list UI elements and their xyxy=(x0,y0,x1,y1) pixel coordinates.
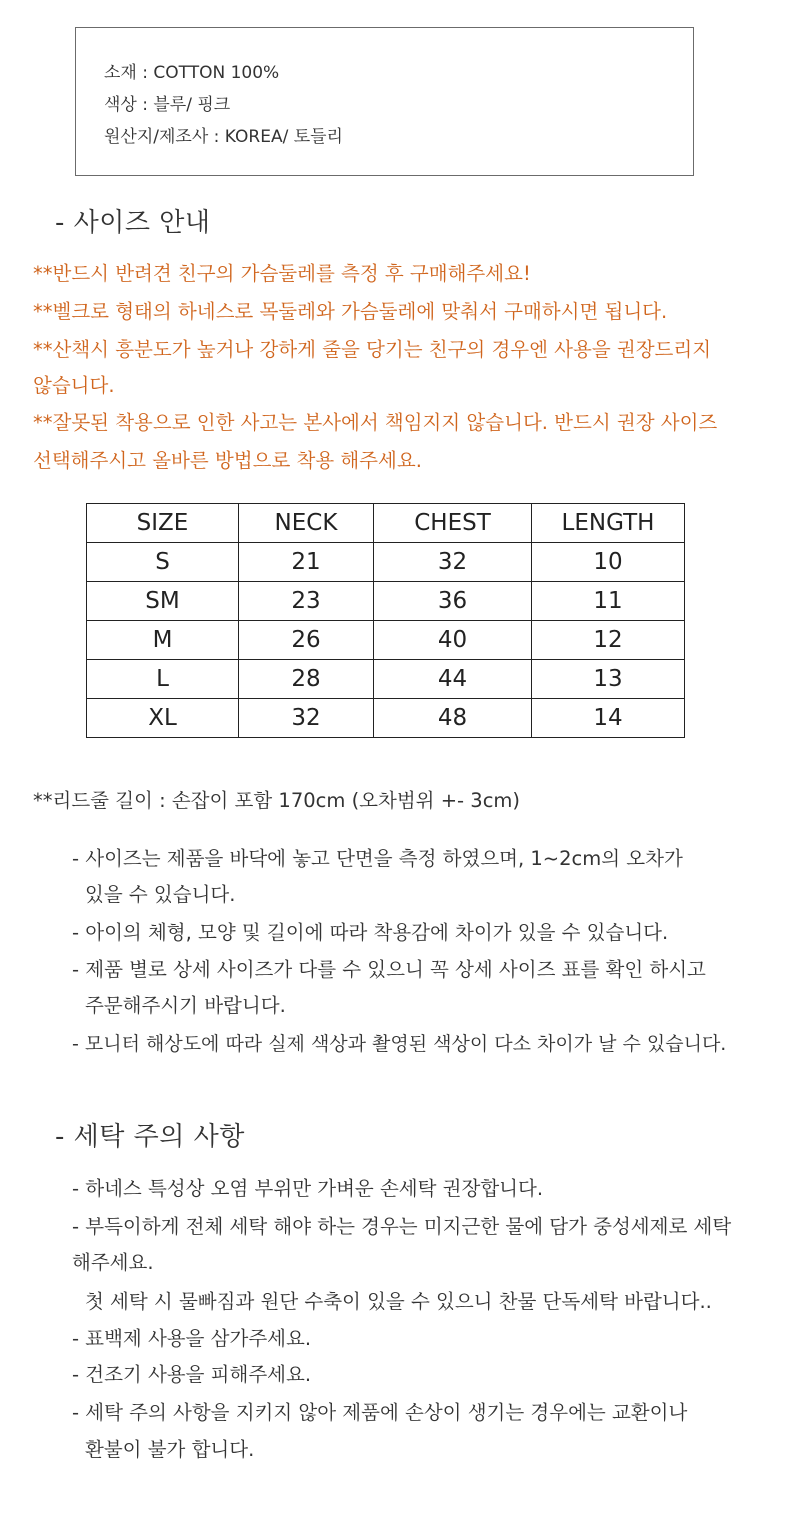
chest-cell: 44 xyxy=(374,660,532,699)
neck-cell: 28 xyxy=(239,660,374,699)
warning-line: **벨크로 형태의 하네스로 목둘레와 가슴둘레에 맞춰서 구매하시면 됩니다. xyxy=(33,300,668,323)
size-note: - 제품 별로 상세 사이즈가 다를 수 있으니 꼭 상세 사이즈 표를 확인 하시고 xyxy=(72,958,706,981)
size-cell: L xyxy=(87,660,239,699)
size-note: - 사이즈는 제품을 바닥에 놓고 단면을 측정 하였으며, 1~2cm의 오차가 xyxy=(72,847,683,870)
size-header: SIZE xyxy=(87,504,239,543)
neck-cell: 26 xyxy=(239,621,374,660)
size-note: 주문해주시기 바랍니다. xyxy=(85,994,286,1017)
warning-line: **반드시 반려견 친구의 가슴둘레를 측정 후 구매해주세요! xyxy=(33,262,531,285)
washing-note: - 건조기 사용을 피해주세요. xyxy=(72,1363,312,1386)
size-cell: S xyxy=(87,543,239,582)
length-cell: 13 xyxy=(532,660,685,699)
size-cell: SM xyxy=(87,582,239,621)
size-guide-heading: - 사이즈 안내 xyxy=(55,208,211,238)
table-row xyxy=(87,621,685,660)
washing-note: 첫 세탁 시 물빠짐과 원단 수축이 있을 수 있으니 찬물 단독세탁 바랍니다.. xyxy=(85,1290,712,1313)
chest-cell: 40 xyxy=(374,621,532,660)
size-cell: XL xyxy=(87,699,239,738)
washing-heading: - 세탁 주의 사항 xyxy=(55,1122,245,1152)
chest-cell: 48 xyxy=(374,699,532,738)
table-row xyxy=(87,582,685,621)
washing-note: - 표백제 사용을 삼가주세요. xyxy=(72,1327,312,1350)
warning-line: 않습니다. xyxy=(33,374,115,397)
warning-line: 선택해주시고 올바른 방법으로 착용 해주세요. xyxy=(33,449,422,472)
size-table-header xyxy=(87,504,685,543)
neck-cell: 23 xyxy=(239,582,374,621)
neck-cell: 32 xyxy=(239,699,374,738)
material-info-box xyxy=(75,27,694,176)
washing-note: - 하네스 특성상 오염 부위만 가벼운 손세탁 권장합니다. xyxy=(72,1177,544,1200)
chest-header: CHEST xyxy=(374,504,532,543)
washing-note: 해주세요. xyxy=(72,1251,154,1274)
size-cell: M xyxy=(87,621,239,660)
size-table xyxy=(86,503,685,738)
length-cell: 11 xyxy=(532,582,685,621)
washing-note: 환불이 불가 합니다. xyxy=(85,1438,255,1461)
washing-note: - 부득이하게 전체 세탁 해야 하는 경우는 미지근한 물에 담가 중성세제로 세탁 xyxy=(72,1215,732,1238)
leash-length-note: **리드줄 길이 : 손잡이 포함 170cm (오차범위 +- 3cm) xyxy=(33,789,521,812)
size-note: - 아이의 체형, 모양 및 길이에 따라 착용감에 차이가 있을 수 있습니다. xyxy=(72,921,669,944)
chest-cell: 36 xyxy=(374,582,532,621)
color-line: 색상 : 블루/ 핑크 xyxy=(104,95,231,115)
neck-header: NECK xyxy=(239,504,374,543)
length-cell: 10 xyxy=(532,543,685,582)
table-row xyxy=(87,660,685,699)
size-note: - 모니터 해상도에 따라 실제 색상과 촬영된 색상이 다소 차이가 날 수 있습니다. xyxy=(72,1033,727,1055)
washing-note: - 세탁 주의 사항을 지키지 않아 제품에 손상이 생기는 경우에는 교환이나 xyxy=(72,1401,688,1424)
neck-cell: 21 xyxy=(239,543,374,582)
warning-line: **잘못된 착용으로 인한 사고는 본사에서 책임지지 않습니다. 반드시 권장 사이즈 xyxy=(33,411,718,434)
size-note: 있을 수 있습니다. xyxy=(85,883,236,906)
table-row xyxy=(87,543,685,582)
length-cell: 12 xyxy=(532,621,685,660)
table-row xyxy=(87,699,685,738)
material-line: 소재 : COTTON 100% xyxy=(104,63,280,83)
warning-line: **산책시 흥분도가 높거나 강하게 줄을 당기는 친구의 경우엔 사용을 권장드리지 xyxy=(33,338,712,361)
length-cell: 14 xyxy=(532,699,685,738)
origin-line: 원산지/제조사 : KOREA/ 토들리 xyxy=(104,127,343,147)
length-header: LENGTH xyxy=(532,504,685,543)
chest-cell: 32 xyxy=(374,543,532,582)
